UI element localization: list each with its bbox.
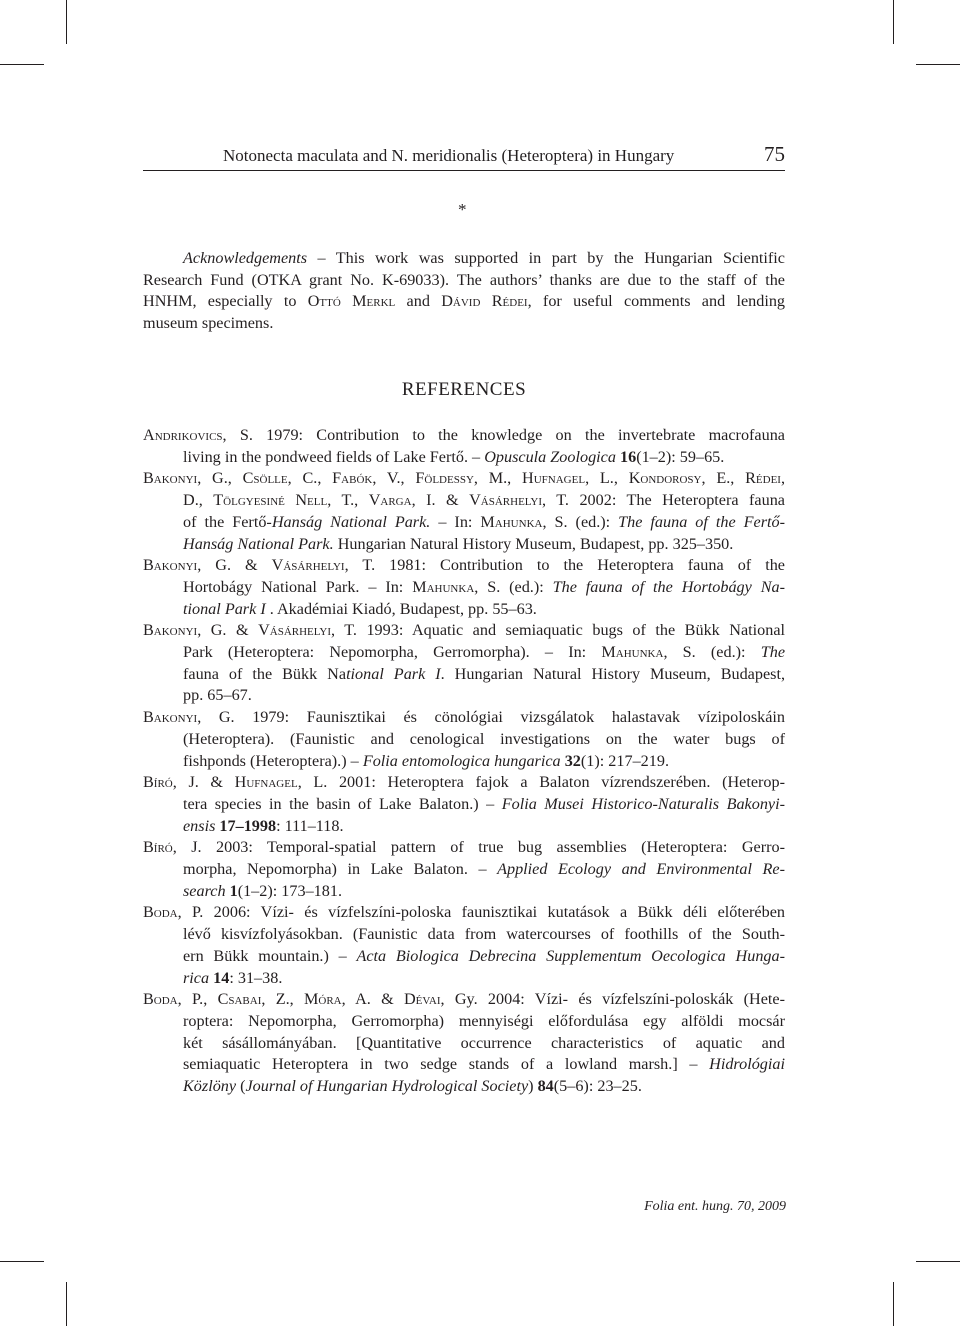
crop-mark xyxy=(66,1282,67,1326)
reference-line: fauna of the Bükk National Park I. Hungarian Natural History Museum, Budapest, xyxy=(183,664,785,683)
reference-line: Hortobágy National Park. – In: Mahunka, S. (ed.): The fauna of the Hortobágy Na- xyxy=(183,577,785,596)
reference-line: rica 14: 31–38. xyxy=(183,968,283,987)
journal-footer: Folia ent. hung. 70, 2009 xyxy=(644,1199,786,1214)
reference-line: tional Park I . Akadémiai Kiadó, Budapest, pp. 55–63. xyxy=(183,599,537,618)
acknowledgements-line: Research Fund (OTKA grant No. K-69033). The authors’ thanks are due to the staff of the xyxy=(143,270,785,289)
reference-line: Bakonyi, G. & Vásárhelyi, T. 1993: Aquatic and semiaquatic bugs of the Bükk National xyxy=(143,621,785,640)
reference-line: Bakonyi, G., Csölle, C., Fabók, V., Földessy, M., Hufnagel, L., Kondorosy, E., Rédei, xyxy=(143,469,786,488)
reference-entry xyxy=(143,620,785,707)
running-head xyxy=(143,144,785,171)
reference-line: tera species in the basin of Lake Balaton.) – Folia Musei Historico-Naturalis Bakonyi- xyxy=(183,794,785,813)
reference-line: morpha, Nepomorpha) in Lake Balaton. – Applied Ecology and Environmental Re- xyxy=(183,860,785,879)
acknowledgements-line: HNHM, especially to Ottó Merkl and Dávid Rédei, for useful comments and lending xyxy=(143,292,786,310)
crop-mark xyxy=(893,0,894,44)
reference-line: pp. 65–67. xyxy=(183,686,252,705)
crop-mark xyxy=(916,64,960,65)
reference-line: fishponds (Heteroptera).) – Folia entomologica hungarica 32(1): 217–219. xyxy=(183,751,669,770)
page-number: 75 xyxy=(764,142,785,166)
reference-line: Boda, P., Csabai, Z., Móra, A. & Dévai, Gy. 2004: Vízi- és vízfelszíni-poloskák (Hete- xyxy=(143,990,785,1009)
reference-entry xyxy=(143,902,785,989)
reference-line: Közlöny (Journal of Hungarian Hydrological Society) 84(5–6): 23–25. xyxy=(183,1077,642,1096)
reference-entry xyxy=(143,425,785,468)
section-separator: * xyxy=(458,200,467,219)
reference-entry xyxy=(143,989,785,1098)
reference-line: D., Tölgyesiné Nell, T., Varga, I. & Vásárhelyi, T. 2002: The Heteroptera fauna xyxy=(183,491,785,510)
crop-mark xyxy=(66,0,67,44)
reference-entry xyxy=(143,468,785,555)
reference-line: ern Bükk mountain.) – Acta Biologica Debrecina Supplementum Oecologica Hunga- xyxy=(183,946,785,965)
reference-line: Andrikovics, S. 1979: Contribution to the knowledge on the invertebrate macrofauna xyxy=(143,426,785,444)
references-heading: REFERENCES xyxy=(401,379,527,400)
reference-line: roptera: Nepomorpha, Gerromorpha) mennyiségi előfordulása egy alföldi mocsár xyxy=(183,1011,785,1030)
reference-entry xyxy=(143,837,785,902)
crop-mark xyxy=(0,1261,44,1262)
reference-line: lévő kisvízfolyásokban. (Faunistic data from watercourses of foothills of the South- xyxy=(183,925,785,944)
crop-mark xyxy=(893,1282,894,1326)
reference-line: Bakonyi, G. & Vásárhelyi, T. 1981: Contribution to the Heteroptera fauna of the xyxy=(143,556,785,575)
reference-line: of the Fertő-Hanság National Park. – In: Mahunka, S. (ed.): The fauna of the Fertő- xyxy=(183,512,786,531)
reference-line: search 1(1–2): 173–181. xyxy=(183,881,343,900)
acknowledgements-line: Acknowledgements – This work was supported in part by the Hungarian Scientific xyxy=(183,249,785,267)
reference-line: living in the pondweed fields of Lake Fertő. – Opuscula Zoologica 16(1–2): 59–65. xyxy=(183,447,725,466)
reference-entry xyxy=(143,707,785,772)
reference-line: Bíró, J. 2003: Temporal-spatial pattern of true bug assemblies (Heteroptera: Gerro- xyxy=(143,838,785,857)
running-title: Notonecta maculata and N. meridionalis (Heteroptera) in Hungary xyxy=(223,146,675,165)
reference-line: semiaquatic Heteroptera in two sedge stands of a lowland marsh.] – Hidrológiai xyxy=(183,1055,785,1074)
crop-mark xyxy=(916,1261,960,1262)
acknowledgements-paragraph xyxy=(143,248,785,334)
reference-line: Hanság National Park. Hungarian Natural History Museum, Budapest, pp. 325–350. xyxy=(183,534,734,553)
reference-entry xyxy=(143,772,785,837)
acknowledgements-line: museum specimens. xyxy=(143,313,274,332)
reference-entry xyxy=(143,555,785,620)
reference-line: (Heteroptera). (Faunistic and cenological investigations on the water bugs of xyxy=(183,729,785,748)
reference-line: Park (Heteroptera: Nepomorpha, Gerromorpha). – In: Mahunka, S. (ed.): The xyxy=(183,643,785,662)
reference-line: két sásállományában. [Quantitative occurrence characteristics of aquatic and xyxy=(183,1033,785,1052)
reference-line: Bíró, J. & Hufnagel, L. 2001: Heteroptera fajok a Balaton vízrendszerében. (Heterop- xyxy=(143,773,785,792)
crop-mark xyxy=(0,64,44,65)
reference-line: Bakonyi, G. 1979: Faunisztikai és cönológiai vizsgálatok halastavak vízipoloskáin xyxy=(143,708,785,727)
reference-line: Boda, P. 2006: Vízi- és vízfelszíni-poloska faunisztikai kutatások a Bükk déli előterében xyxy=(143,903,785,922)
reference-line: ensis 17–1998: 111–118. xyxy=(183,816,344,835)
references-list xyxy=(143,425,785,1098)
